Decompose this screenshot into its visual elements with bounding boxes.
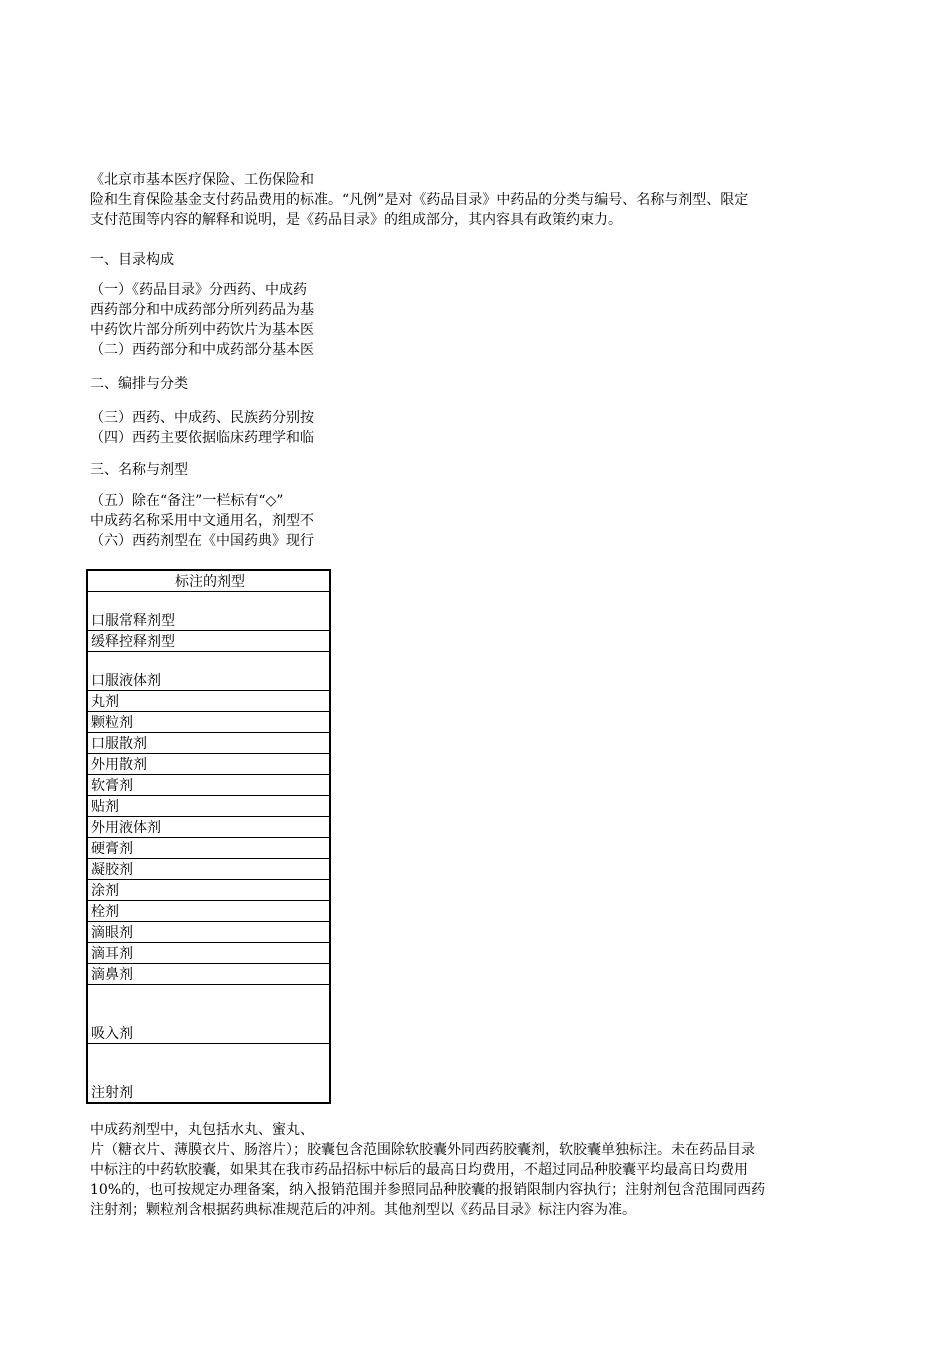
section-line: （四）西药主要依据临床药理学和临	[90, 430, 314, 446]
table-row	[87, 796, 330, 817]
table-cell: 注射剂	[87, 1044, 330, 1104]
table-cell: 外用液体剂	[87, 817, 330, 838]
table-cell: 贴剂	[87, 796, 330, 817]
table-row	[87, 817, 330, 838]
table-row	[87, 1044, 330, 1104]
table-cell: 缓释控释剂型	[87, 631, 330, 652]
footer-line-2: 片（糖衣片、薄膜衣片、肠溶片）；胶囊包含范围除软胶囊外同西药胶囊剂，软胶囊单独标注。未在药品目录	[90, 1142, 755, 1158]
table-cell: 滴耳剂	[87, 943, 330, 964]
table-cell: 外用散剂	[87, 754, 330, 775]
section-line: （三）西药、中成药、民族药分别按	[90, 410, 314, 426]
table-cell: 口服常释剂型	[87, 592, 330, 631]
table-row	[87, 985, 330, 1044]
table-row	[87, 775, 330, 796]
table-row	[87, 652, 330, 691]
section-heading: 一、目录构成	[90, 252, 174, 268]
table-cell: 硬膏剂	[87, 838, 330, 859]
intro-line-2: 险和生育保险基金支付药品费用的标准。“凡例”是对《药品目录》中药品的分类与编号、名称与剂型、限定	[90, 192, 749, 208]
table-row	[87, 592, 330, 631]
table-row	[87, 754, 330, 775]
section-heading: 三、名称与剂型	[90, 462, 188, 478]
table-row	[87, 880, 330, 901]
table-cell: 口服液体剂	[87, 652, 330, 691]
table-cell: 颗粒剂	[87, 712, 330, 733]
footer-line-5: 注射剂；颗粒剂含根据药典标准规范后的冲剂。其他剂型以《药品目录》标注内容为准。	[90, 1202, 636, 1218]
table-row	[87, 691, 330, 712]
table-row	[87, 631, 330, 652]
table-cell: 栓剂	[87, 901, 330, 922]
table-header-row	[87, 570, 330, 592]
table-cell: 吸入剂	[87, 985, 330, 1044]
section-heading: 二、编排与分类	[90, 376, 188, 392]
section-line: （五）除在“备注”一栏标有“◇”	[90, 493, 284, 509]
table-row	[87, 838, 330, 859]
footer-line-4: 10%的，也可按规定办理备案，纳入报销范围并参照同品种胶囊的报销限制内容执行；注射剂包含范围同西药	[90, 1182, 766, 1198]
table-cell: 凝胶剂	[87, 859, 330, 880]
footer-line-1: 中成药剂型中，丸包括水丸、蜜丸、	[90, 1122, 314, 1138]
footer-line-3: 中标注的中药软胶囊，如果其在我市药品招标中标后的最高日均费用，不超过同品种胶囊平均最高日均费用	[90, 1162, 748, 1178]
table-row	[87, 943, 330, 964]
section-line: 西药部分和中成药部分所列药品为基	[90, 302, 314, 318]
table-row	[87, 922, 330, 943]
table-cell: 口服散剂	[87, 733, 330, 754]
table-row	[87, 859, 330, 880]
section-line: （六）西药剂型在《中国药典》现行	[90, 533, 314, 549]
table-cell: 滴眼剂	[87, 922, 330, 943]
table-row	[87, 712, 330, 733]
intro-line-1: 《北京市基本医疗保险、工伤保险和	[90, 172, 314, 188]
table-cell: 丸剂	[87, 691, 330, 712]
section-line: （二）西药部分和中成药部分基本医	[90, 342, 314, 358]
table-row	[87, 901, 330, 922]
section-line: （一）《药品目录》分西药、中成药	[90, 282, 307, 298]
section-line: 中成药名称采用中文通用名，剂型不	[90, 513, 314, 529]
table-cell: 软膏剂	[87, 775, 330, 796]
intro-line-3: 支付范围等内容的解释和说明，是《药品目录》的组成部分，其内容具有政策约束力。	[90, 212, 622, 228]
section-line: 中药饮片部分所列中药饮片为基本医	[90, 322, 314, 338]
table-row	[87, 964, 330, 985]
table-cell: 滴鼻剂	[87, 964, 330, 985]
table-row	[87, 733, 330, 754]
table-cell: 涂剂	[87, 880, 330, 901]
dosage-form-table	[86, 569, 331, 1104]
table-header-cell: 标注的剂型	[87, 570, 330, 592]
